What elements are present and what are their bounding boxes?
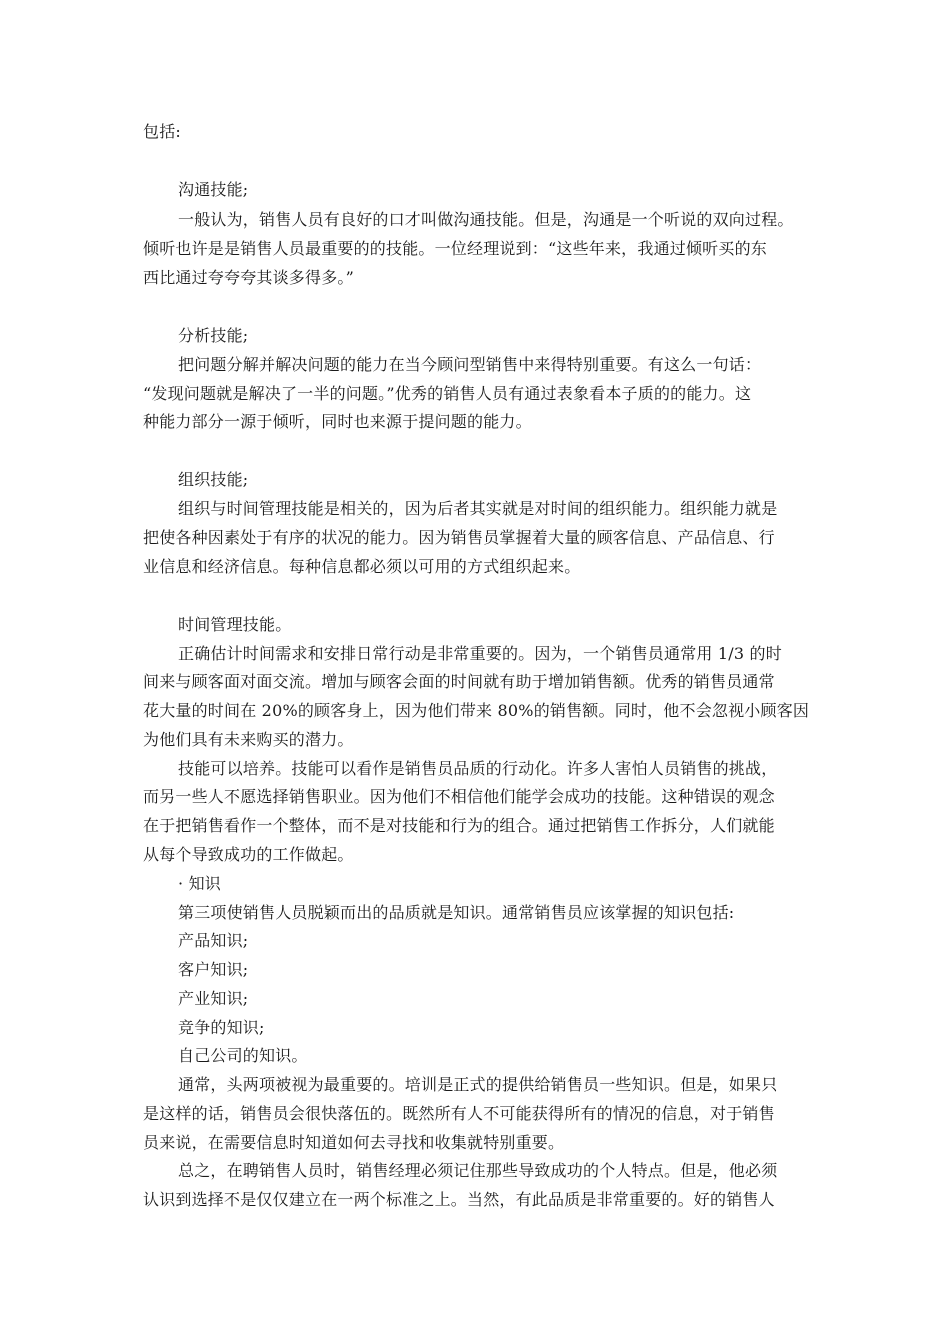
- list-item: 客户知识;: [178, 960, 249, 979]
- text-line: 间来与顾客面对面交流。增加与顾客会面的时间就有助于增加销售额。优秀的销售员通常: [143, 672, 775, 691]
- text-line: 组织与时间管理技能是相关的，因为后者其实就是对时间的组织能力。组织能力就是: [178, 499, 778, 518]
- text-line: 总之，在聘销售人员时，销售经理必须记住那些导致成功的个人特点。但是，他必须: [178, 1161, 778, 1180]
- text-line: 第三项使销售人员脱颖而出的品质就是知识。通常销售员应该掌握的知识包括:: [178, 903, 735, 922]
- text-line: 一般认为，销售人员有良好的口才叫做沟通技能。但是，沟通是一个听说的双向过程。: [178, 210, 794, 229]
- text-line: 而另一些人不愿选择销售职业。因为他们不相信他们能学会成功的技能。这种错误的观念: [143, 787, 775, 806]
- text-line: 把使各种因素处于有序的状况的能力。因为销售员掌握着大量的顾客信息、产品信息、行: [143, 528, 775, 547]
- list-item: 产业知识;: [178, 989, 249, 1008]
- text-line: 业信息和经济信息。每种信息都必须以可用的方式组织起来。: [143, 557, 581, 576]
- text-line: 员来说，在需要信息时知道如何去寻找和收集就特别重要。: [143, 1133, 565, 1152]
- text-line: 倾听也许是是销售人员最重要的的技能。一位经理说到：“这些年来，我通过倾听买的东: [143, 239, 767, 258]
- section-heading: 组织技能;: [178, 470, 249, 489]
- text-line: 认识到选择不是仅仅建立在一两个标准之上。当然，有此品质是非常重要的。好的销售人: [143, 1190, 775, 1209]
- text-line: 通常，头两项被视为最重要的。培训是正式的提供给销售员一些知识。但是，如果只: [178, 1075, 778, 1094]
- text-line: 在于把销售看作一个整体，而不是对技能和行为的组合。通过把销售工作拆分，人们就能: [143, 816, 775, 835]
- list-item: 产品知识;: [178, 931, 249, 950]
- section-heading: 沟通技能;: [178, 180, 249, 199]
- list-item: 自己公司的知识。: [178, 1046, 308, 1065]
- list-item: 竞争的知识;: [178, 1018, 265, 1037]
- text-line: 花大量的时间在 20%的顾客身上，因为他们带来 80%的销售额。同时，他不会忽视小顾客因: [143, 701, 810, 720]
- text-line: 种能力部分一源于倾听，同时也来源于提问题的能力。: [143, 412, 532, 431]
- section-heading: 分析技能;: [178, 326, 249, 345]
- text-line: 从每个导致成功的工作做起。: [143, 845, 354, 864]
- text-line: 西比通过夸夸夸其谈多得多。”: [143, 268, 354, 287]
- section-heading: 时间管理技能。: [178, 615, 292, 634]
- text-line: 把问题分解并解决问题的能力在当今顾问型销售中来得特别重要。有这么一句话：: [178, 355, 762, 374]
- text-line: 为他们具有未来购买的潜力。: [143, 730, 354, 749]
- text-line: “发现问题就是解决了一半的问题。”优秀的销售人员有通过表象看本子质的的能力。这: [143, 384, 752, 403]
- text-line: 包括:: [143, 122, 181, 141]
- section-heading: · 知识: [178, 874, 221, 893]
- text-line: 正确估计时间需求和安排日常行动是非常重要的。因为，一个销售员通常用 1/3 的时: [178, 644, 782, 663]
- text-line: 是这样的话，销售员会很快落伍的。既然所有人不可能获得所有的情况的信息，对于销售: [143, 1104, 775, 1123]
- text-line: 技能可以培养。技能可以看作是销售员品质的行动化。许多人害怕人员销售的挑战，: [178, 759, 778, 778]
